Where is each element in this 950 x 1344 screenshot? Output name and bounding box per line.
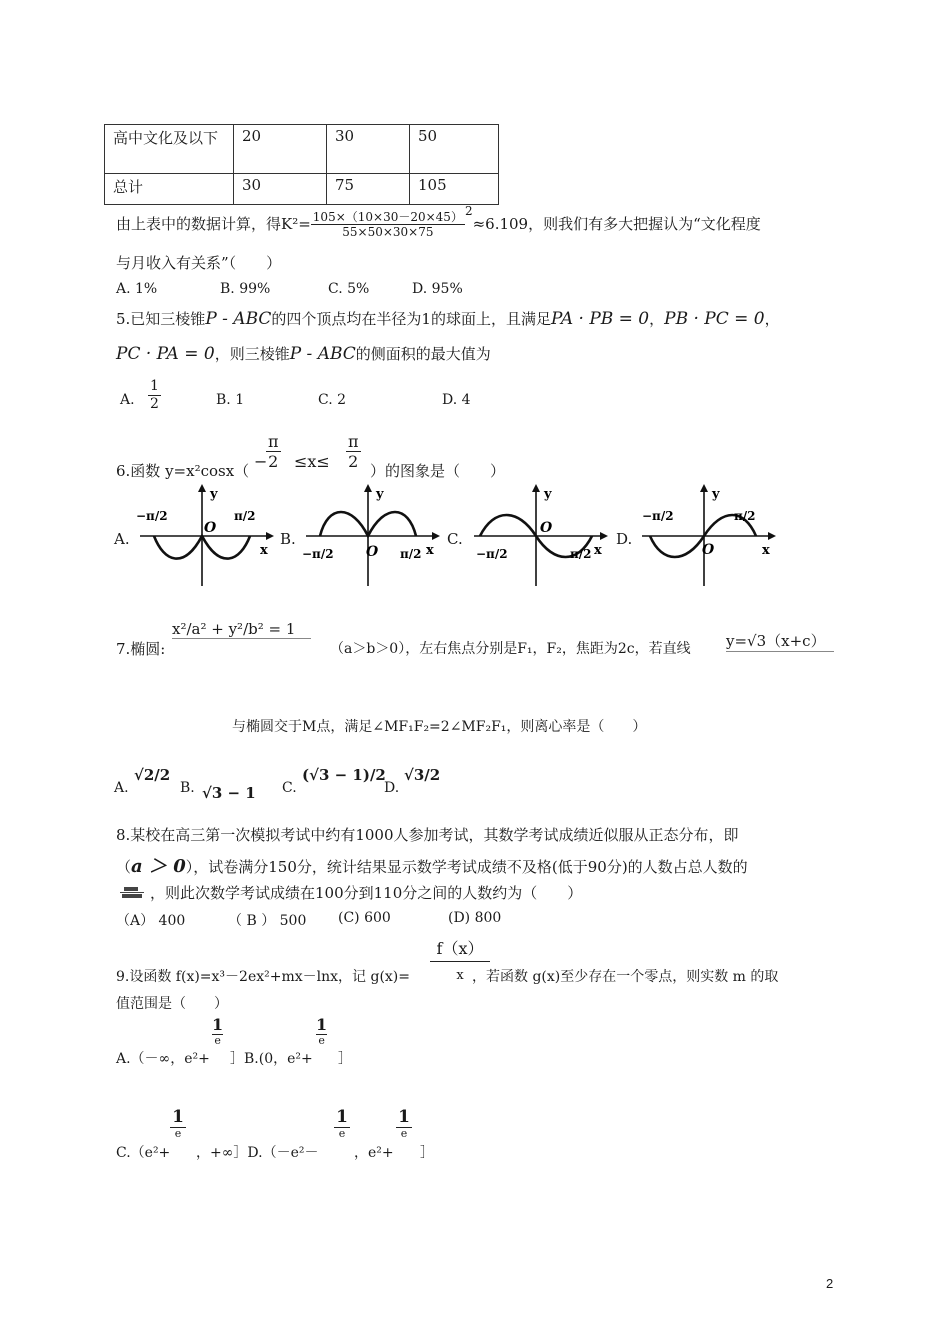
le-text: ≤x≤	[294, 452, 330, 471]
y-label: y	[210, 487, 218, 502]
q9-text: ，若函数 g(x)至少存在一个零点，则实数 m 的取	[472, 969, 779, 985]
q5-option-a-fraction	[148, 378, 161, 413]
table-row-label: 高中文化及以下	[105, 125, 234, 174]
q5-condition-2: PB · PC = 0	[664, 309, 765, 329]
q9-text: 9.设函数 f(x)=x³－2ex²+mx－lnx，记 g(x)=	[116, 969, 410, 985]
x-label: x	[762, 543, 770, 558]
k2-denominator: 55×50×30×75	[342, 225, 434, 240]
pos-pi2-label: π/2	[734, 509, 756, 523]
q9-line-2: 值范围是（ ）	[116, 996, 228, 1012]
page-number: 2	[826, 1276, 834, 1291]
fraction-numerator: 1	[170, 1108, 186, 1128]
fraction-denominator: e	[174, 1126, 182, 1140]
y-axis-arrow	[364, 484, 372, 492]
graph-label-d: D.	[616, 530, 633, 548]
x-label: x	[260, 543, 268, 558]
q4-option-a: A. 1%	[116, 281, 158, 297]
graph-label-c: C.	[447, 530, 463, 548]
fraction-numerator: 1	[150, 378, 159, 394]
q7-option-b: B.	[180, 780, 195, 796]
q4-approx: ≈6.109，则我们有多大把握认为“文化程度	[472, 214, 761, 233]
q8-option-c: (C) 600	[338, 910, 391, 926]
q8-line-3: ，则此次数学考试成绩在100分到110分之间的人数约为（ ）	[150, 884, 583, 902]
x-axis-arrow	[432, 532, 440, 540]
q9-option-c: C.（e²+	[116, 1145, 171, 1161]
q5-line-1: 5.已知三棱锥P - ABC的四个顶点均在半径为1的球面上，且满足PA · PB = 0，PB · PC = 0，	[116, 309, 780, 329]
q9-option-d-end: ］	[420, 1145, 434, 1161]
origin-label: O	[540, 520, 553, 536]
y-label: y	[712, 487, 720, 502]
q7-option-a-value: √2/2	[134, 766, 171, 784]
q9-line-1	[116, 966, 778, 986]
q9-option-d-mid: ，e²+	[354, 1145, 394, 1161]
q9-option-d: ，+∞］D.（－e²－	[196, 1145, 319, 1161]
q7-option-a: A.	[114, 780, 129, 796]
graph-label-b: B.	[280, 530, 296, 548]
graph-d	[636, 482, 776, 588]
fraction-numerator: f（x）	[430, 936, 490, 962]
graph-label-a: A.	[114, 530, 130, 548]
fraction-numerator: π	[348, 432, 359, 451]
fraction-denominator: e	[318, 1033, 325, 1047]
q9-option-a: A.（－∞，e²+	[116, 1051, 210, 1067]
q4-option-b: B. 99%	[220, 281, 271, 297]
q5-pabc: P - ABC	[205, 309, 272, 329]
q5-text: 5.已知三棱锥	[116, 310, 206, 328]
fraction-denominator: 2	[150, 395, 159, 412]
q4-option-c: C. 5%	[328, 281, 370, 297]
fraction-denominator: 2	[348, 452, 359, 472]
q5-condition-1: PA · PB = 0	[550, 309, 650, 329]
pi-over-2	[346, 432, 361, 471]
k2-numerator: 105×（10×30－20×45）	[312, 210, 463, 224]
pos-pi2-label: π/2	[234, 509, 256, 523]
neg-pi2-label: −π/2	[302, 547, 334, 561]
q5-option-c: C. 2	[318, 392, 347, 408]
q9-options-ab	[116, 1048, 210, 1068]
table-cell: 20	[234, 125, 327, 174]
q7-text-2: 与椭圆交于M点，满足∠MF₁F₂=2∠MF₂F₁，则离心率是（ ）	[232, 719, 647, 735]
q8-text: ），试卷满分150分，统计结果显示数学考试成绩不及格(低于90分)的人数占总人数的	[185, 858, 748, 876]
q4-option-d: D. 95%	[412, 281, 463, 297]
table-cell: 75	[327, 174, 410, 205]
x-axis-arrow	[266, 532, 274, 540]
y-label: y	[376, 487, 384, 502]
x-axis-arrow	[600, 532, 608, 540]
minus-sign: −	[254, 452, 268, 471]
q5-option-b: B. 1	[216, 392, 245, 408]
q8-option-d: (D) 800	[448, 910, 502, 926]
graph-a	[134, 482, 274, 588]
y-axis-arrow	[532, 484, 540, 492]
k2-exponent: 2	[464, 203, 473, 218]
q8-fraction-image	[118, 884, 146, 900]
y-axis-arrow	[198, 484, 206, 492]
q7-text: （a＞b＞0），左右焦点分别是F₁，F₂，焦距为2c，若直线	[330, 641, 691, 657]
one-over-e	[170, 1108, 186, 1140]
q5-pabc: P - ABC	[289, 344, 356, 364]
fraction-numerator: 1	[334, 1108, 350, 1128]
q7-option-c-value: (√3 − 1)/2	[302, 766, 386, 784]
q4-text: 由上表中的数据计算，得K²=	[116, 214, 311, 233]
y-label: y	[544, 487, 552, 502]
q8-line-2	[116, 852, 748, 878]
pi-over-2	[266, 432, 281, 471]
fraction-denominator: e	[338, 1126, 346, 1140]
q8-text: （	[116, 858, 132, 876]
one-over-e	[334, 1108, 350, 1140]
q5-option-d: D. 4	[442, 392, 471, 408]
x-label: x	[594, 543, 602, 558]
q4-formula-line	[116, 203, 761, 240]
q7-option-c: C.	[282, 780, 297, 796]
q4-text-2: 与月收入有关系”（ ）	[116, 254, 282, 272]
q5-text: 的侧面积的最大值为	[355, 345, 491, 363]
neg-pi2-label: −π/2	[642, 509, 674, 523]
fraction-denominator: e	[400, 1126, 408, 1140]
q7-option-d-value: √3/2	[404, 766, 441, 784]
table-cell: 105	[410, 174, 499, 205]
neg-pi2-label: −π/2	[136, 509, 168, 523]
table-cell: 30	[234, 174, 327, 205]
q5-text: 的四个顶点均在半径为1的球面上，且满足	[271, 310, 551, 328]
q7-option-b-value: √3 − 1	[202, 784, 256, 802]
fraction-numerator: π	[268, 432, 279, 451]
q7-option-d: D.	[384, 780, 400, 796]
y-axis-arrow	[700, 484, 708, 492]
fraction-denominator: 2	[268, 452, 279, 472]
one-over-e	[396, 1108, 412, 1140]
q8-option-a: （A） 400	[116, 913, 186, 929]
q5-text: ，则三棱锥	[214, 345, 290, 363]
q5-condition-3: PC · PA = 0	[116, 344, 215, 364]
q5-line-2	[116, 343, 491, 364]
income-table	[104, 124, 499, 205]
fraction-denominator: x	[456, 968, 464, 983]
table-cell: 30	[327, 125, 410, 174]
ellipse-equation: x²/a² + y²/b² = 1	[172, 620, 311, 639]
pos-pi2-label: π/2	[400, 547, 422, 561]
q8-condition: a ＞ 0	[131, 856, 186, 877]
one-over-e	[316, 1016, 327, 1047]
origin-label: O	[204, 520, 217, 536]
q7-prefix: 7.椭圆:	[116, 640, 166, 658]
k2-fraction	[311, 210, 465, 240]
pos-pi2-label: π/2	[570, 547, 592, 561]
x-label: x	[426, 543, 434, 558]
neg-pi2-label: −π/2	[476, 547, 508, 561]
q8-option-b: （ B ） 500	[228, 913, 307, 929]
x-axis-arrow	[768, 532, 776, 540]
origin-label: O	[702, 542, 715, 558]
table-cell: 50	[410, 125, 499, 174]
q6-suffix: ）的图象是（ ）	[370, 462, 506, 480]
fraction-numerator: 1	[212, 1015, 224, 1034]
fraction-numerator: 1	[396, 1108, 412, 1128]
graph-b	[300, 482, 440, 588]
q8-line-1: 8.某校在高三第一次模拟考试中约有1000人参加考试，其数学考试成绩近似服从正态分布，即	[116, 826, 739, 844]
q9-option-b: ］B.(0，e²+	[230, 1051, 313, 1067]
fraction-denominator: e	[214, 1033, 221, 1047]
q5-option-a: A.	[120, 392, 135, 408]
fraction-numerator: 1	[316, 1015, 328, 1034]
graph-c	[468, 482, 608, 588]
q6-prefix: 6.函数 y=x²cosx（	[116, 462, 250, 480]
origin-label: O	[366, 544, 379, 560]
q9-option-b-end: ］	[338, 1051, 352, 1067]
line-equation: y=√3（x+c）	[726, 630, 834, 652]
table-row-label: 总计	[105, 174, 234, 205]
one-over-e	[212, 1016, 223, 1047]
